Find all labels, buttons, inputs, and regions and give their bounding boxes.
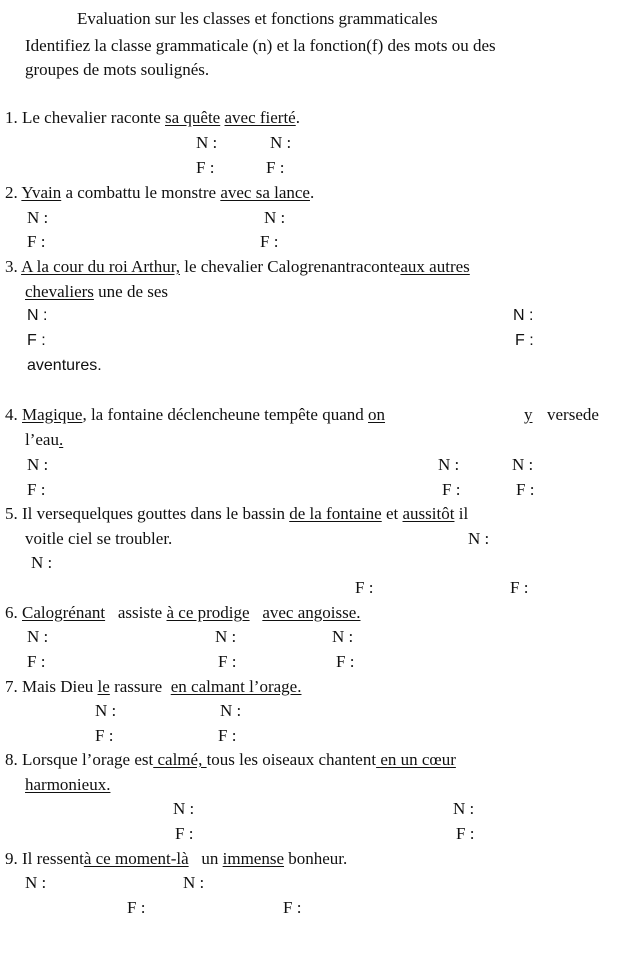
function-label: F : [516, 480, 535, 499]
underlined-group: on [368, 405, 386, 424]
question-6: 6. Calogrénant assiste à ce prodige avec angoisse. [5, 603, 361, 622]
nature-label: N : [513, 307, 534, 324]
underlined-group: aux autres [400, 257, 470, 276]
instructions-line-1: Identifiez la classe grammaticale (n) et la fonction(f) des mots ou des [25, 36, 496, 55]
function-label: F : [515, 332, 534, 349]
function-label: F : [260, 232, 279, 251]
underlined-group: en calmant l’orage. [170, 677, 302, 696]
underlined-group: Yvain [21, 183, 62, 202]
question-1: 1. Le chevalier raconte sa quête avec fierté. [5, 108, 300, 127]
function-label: F : [95, 726, 114, 745]
function-label: F : [442, 480, 461, 499]
nature-label: N : [468, 529, 490, 548]
underlined-group: calmé, [153, 750, 207, 769]
nature-label: N : [332, 627, 354, 646]
nature-label: N : [512, 455, 534, 474]
underlined-group: à ce moment-là [83, 849, 189, 868]
underlined-group: en un cœur [376, 750, 456, 769]
nature-label: N : [453, 799, 475, 818]
nature-label: N : [270, 133, 292, 152]
underlined-group: de la fontaine [289, 504, 382, 523]
question-9: 9. Il ressentà ce moment-là un immense bonheur. [5, 849, 348, 868]
underlined-group: immense [222, 849, 285, 868]
nature-label: N : [438, 455, 460, 474]
underlined-group: harmonieux. [25, 775, 111, 794]
nature-label: N : [31, 553, 53, 572]
question-3-line-2: chevaliers une de ses [25, 282, 169, 301]
function-label: F : [283, 898, 302, 917]
page-title: Evaluation sur les classes et fonctions grammaticales [77, 9, 438, 28]
function-label: F : [336, 652, 355, 671]
question-5: 5. Il versequelques gouttes dans le bassin de la fontaine et aussitôt il [5, 504, 469, 523]
function-label: F : [355, 578, 374, 597]
nature-label: N : [173, 799, 195, 818]
function-label: F : [27, 480, 46, 499]
underlined-group: avec fierté [224, 108, 296, 127]
question-4-verb: versede [547, 405, 599, 424]
question-3-line-3: aventures. [27, 357, 102, 374]
nature-label: N : [27, 455, 49, 474]
question-4: 4. Magique, la fontaine déclencheune tempête quand on [5, 405, 386, 424]
function-label: F : [196, 158, 215, 177]
question-4-y [524, 405, 533, 425]
underlined-group: le [97, 677, 110, 696]
function-label: F : [456, 824, 475, 843]
instructions-line-2: groupes de mots soulignés. [25, 60, 210, 79]
question-4-line-2: l’eau. [25, 430, 64, 449]
function-label: F : [510, 578, 529, 597]
underlined-group: avec sa lance [220, 183, 310, 202]
question-8-line-2 [25, 775, 110, 795]
underlined-group: y [524, 405, 533, 424]
nature-label: N : [183, 873, 205, 892]
function-label: F : [27, 232, 46, 251]
underlined-group: A la cour du roi Arthur, [21, 257, 180, 276]
function-label: F : [175, 824, 194, 843]
question-3: 3. A la cour du roi Arthur, le chevalier Calogrenantraconteaux autres [5, 257, 470, 276]
question-2: 2. Yvain a combattu le monstre avec sa lance. [5, 183, 315, 202]
underlined-group: sa quête [165, 108, 221, 127]
nature-label: N : [25, 873, 47, 892]
nature-label: N : [95, 701, 117, 720]
underlined-group: chevaliers [25, 282, 94, 301]
function-label: F : [127, 898, 146, 917]
question-8: 8. Lorsque l’orage est calmé, tous les oiseaux chantent en un cœur [5, 750, 456, 769]
nature-label: N : [27, 627, 49, 646]
function-label: F : [218, 726, 237, 745]
nature-label: N : [215, 627, 237, 646]
underlined-group: aussitôt [402, 504, 455, 523]
nature-label: N : [27, 208, 49, 227]
function-label: F : [266, 158, 285, 177]
nature-label: N : [264, 208, 286, 227]
question-5-line-2: voitle ciel se troubler. [25, 529, 173, 548]
function-label: F : [27, 332, 46, 349]
question-7: 7. Mais Dieu le rassure en calmant l’orage. [5, 677, 302, 696]
underlined-group: avec angoisse. [262, 603, 361, 622]
nature-label: N : [196, 133, 218, 152]
underlined-group: Calogrénant [22, 603, 106, 622]
function-label: F : [218, 652, 237, 671]
underlined-group: à ce prodige [166, 603, 250, 622]
nature-label: N : [27, 307, 48, 324]
underlined-group: Magique [22, 405, 83, 424]
function-label: F : [27, 652, 46, 671]
nature-label: N : [220, 701, 242, 720]
